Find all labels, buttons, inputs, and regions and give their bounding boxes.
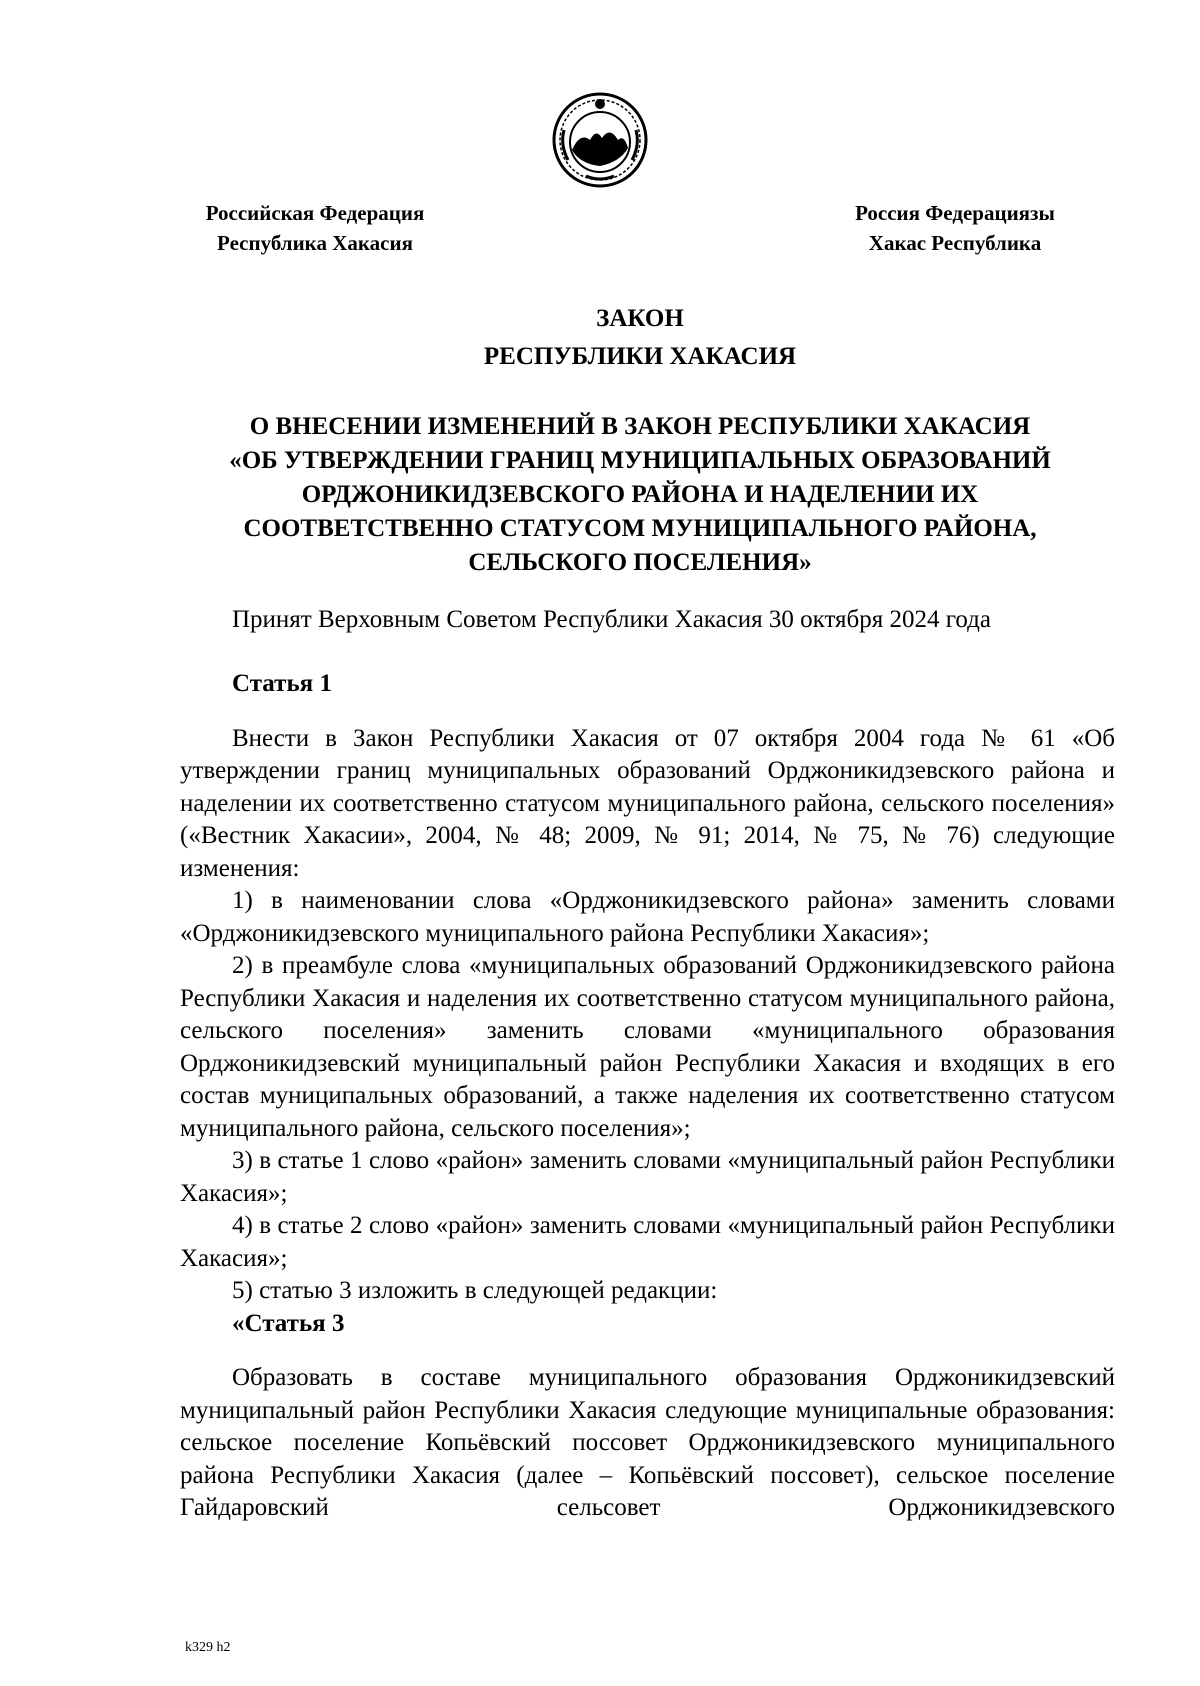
law-name-line: О ВНЕСЕНИИ ИЗМЕНЕНИЙ В ЗАКОН РЕСПУБЛИКИ ХАКАСИЯ bbox=[249, 413, 1031, 440]
title-law: ЗАКОН bbox=[596, 305, 684, 332]
header-right bbox=[830, 198, 1080, 258]
law-name-line: «ОБ УТВЕРЖДЕНИИ ГРАНИЦ МУНИЦИПАЛЬНЫХ ОБРАЗОВАНИЙ bbox=[229, 447, 1051, 474]
law-name bbox=[160, 410, 1120, 580]
footer-document-code: k329 h2 bbox=[185, 1640, 231, 1655]
article-1-title: Статья 1 bbox=[232, 670, 332, 697]
title-republic: РЕСПУБЛИКИ ХАКАСИЯ bbox=[483, 343, 797, 370]
article-1-item-4: 4) в статье 2 слово «район» заменить словами «муниципальный район Республики Хакасия»; bbox=[180, 1212, 1115, 1272]
law-name-line: СЕЛЬСКОГО ПОСЕЛЕНИЯ» bbox=[468, 549, 812, 576]
quoted-article-3-title: «Статья 3 bbox=[232, 1309, 345, 1337]
adoption-note: Принят Верховным Советом Республики Хакасия 30 октября 2024 года bbox=[232, 606, 991, 633]
header-left-republic: Республика Хакасия bbox=[217, 231, 413, 255]
law-name-line: ОРДЖОНИКИДЗЕВСКОГО РАЙОНА И НАДЕЛЕНИИ ИХ bbox=[301, 481, 979, 508]
article-1-intro: Внести в Закон Республики Хакасия от 07 октября 2004 года № 61 «Об утверждении границ муниципальных образований Орджоникидзевского района и наделении их соответственно статусом муниципального района, сельского поселения» («Вестник Хакасии», 2004, № 48; 2009, № 91; 2014, № 75, № 76) следующие изменения: bbox=[180, 724, 1115, 882]
article-1-item-5: 5) статью 3 изложить в следующей редакции: bbox=[232, 1277, 718, 1304]
coat-of-arms-emblem bbox=[550, 90, 650, 190]
quoted-article-3-text: Образовать в составе муниципального образования Орджоникидзевский муниципальный район Республики Хакасия следующие муниципальные образования: сельское поселение Копьёвский поссовет Орджоникидзевского муниципального района Республики Хакасия (далее – Копьёвский поссовет), сельское поселение Гайдаровский сельсовет Орджоникидзевского bbox=[180, 1364, 1115, 1521]
header-right-republic: Хакас Республика bbox=[868, 231, 1042, 255]
document-title bbox=[160, 300, 1120, 376]
article-1 bbox=[180, 668, 1115, 1525]
article-1-item-1: 1) в наименовании слова «Орджоникидзевского района» заменить словами «Орджоникидзевского муниципального района Республики Хакасия»; bbox=[180, 887, 1115, 947]
article-1-item-3: 3) в статье 1 слово «район» заменить словами «муниципальный район Республики Хакасия»; bbox=[180, 1147, 1115, 1207]
article-1-item-2: 2) в преамбуле слова «муниципальных образований Орджоникидзевского района Республики Хакасия и наделения их соответственно статусом муниципального района, сельского поселения» заменить словами «муниципального образования Орджоникидзевский муниципальный район Республики Хакасия и входящих в его состав муниципальных образований, а также наделения их соответственно статусом муниципального района, сельского поселения»; bbox=[180, 952, 1115, 1142]
header-left-country: Российская Федерация bbox=[205, 201, 425, 225]
law-name-line: СООТВЕТСТВЕННО СТАТУСОМ МУНИЦИПАЛЬНОГО РАЙОНА, bbox=[243, 515, 1037, 542]
header-left bbox=[170, 198, 460, 258]
header-right-country: Россия Федерациязы bbox=[855, 201, 1055, 225]
